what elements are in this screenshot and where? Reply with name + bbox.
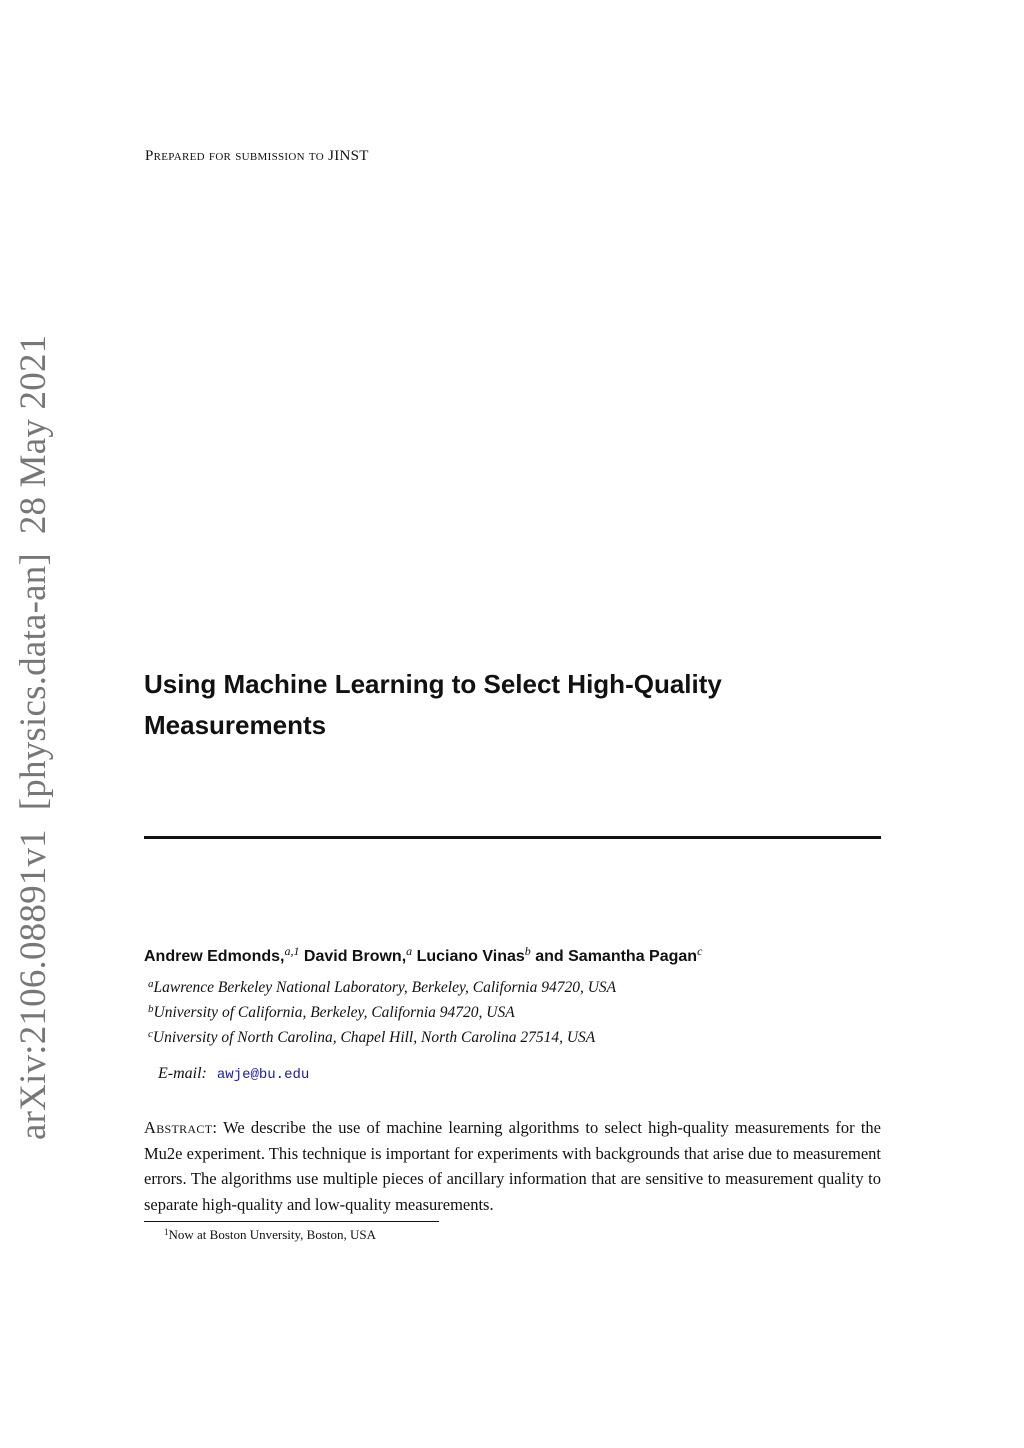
footnote-text: Now at Boston Unversity, Boston, USA bbox=[168, 1227, 377, 1242]
affiliation-text: Lawrence Berkeley National Laboratory, Berkeley, California 94720, USA bbox=[153, 979, 617, 996]
affiliation-mark: a bbox=[148, 978, 154, 990]
author-list bbox=[144, 944, 702, 966]
affiliation-mark: b bbox=[148, 1003, 154, 1015]
footnote bbox=[164, 1227, 376, 1243]
author-name: and Samantha Pagan bbox=[535, 948, 698, 965]
affiliation bbox=[148, 1028, 595, 1047]
author-name: Luciano Vinas bbox=[416, 948, 525, 965]
affiliation bbox=[148, 978, 616, 997]
abstract-text: We describe the use of machine learning algorithms to select high-quality measurements for the Mu2e experiment. This technique is important for experiments with backgrounds that arise due to measurement errors. The algorithms use multiple pieces of ancillary information that are sensitive to measurement quality to separate high-quality and low-quality measurements. bbox=[144, 1118, 881, 1214]
footnote-divider bbox=[144, 1221, 439, 1222]
author-name: David Brown, bbox=[303, 948, 407, 965]
email-label: E-mail: bbox=[158, 1065, 207, 1082]
title-divider bbox=[144, 836, 881, 839]
author-affiliation-mark: b bbox=[524, 944, 531, 958]
paper-title bbox=[144, 664, 844, 746]
affiliation-text: University of North Carolina, Chapel Hill, North Carolina 27514, USA bbox=[152, 1029, 596, 1046]
author-name: Andrew Edmonds, bbox=[144, 948, 285, 965]
contact-email bbox=[158, 1065, 309, 1083]
author-affiliation-mark: a,1 bbox=[284, 944, 300, 958]
abstract-label: Abstract: bbox=[144, 1118, 218, 1137]
affiliation bbox=[148, 1003, 515, 1022]
author-affiliation-mark: c bbox=[697, 944, 703, 958]
footnote-mark: 1 bbox=[164, 1227, 169, 1237]
submission-note bbox=[145, 148, 369, 165]
affiliation-mark: c bbox=[148, 1028, 153, 1040]
author-affiliation-mark: a bbox=[406, 944, 413, 958]
submission-prefix: Prepared for submission to bbox=[145, 148, 324, 164]
email-link[interactable]: awje@bu.edu bbox=[216, 1067, 310, 1083]
title-line-2: Measurements bbox=[144, 710, 327, 740]
affiliation-text: University of California, Berkeley, California 94720, USA bbox=[153, 1004, 515, 1021]
abstract bbox=[144, 1115, 881, 1217]
title-line-1: Using Machine Learning to Select High-Quality bbox=[144, 669, 722, 699]
journal-name: JINST bbox=[328, 148, 369, 164]
arxiv-stamp: arXiv:2106.08891v1 [physics.data-an] 28 May 2021 bbox=[13, 334, 54, 1140]
